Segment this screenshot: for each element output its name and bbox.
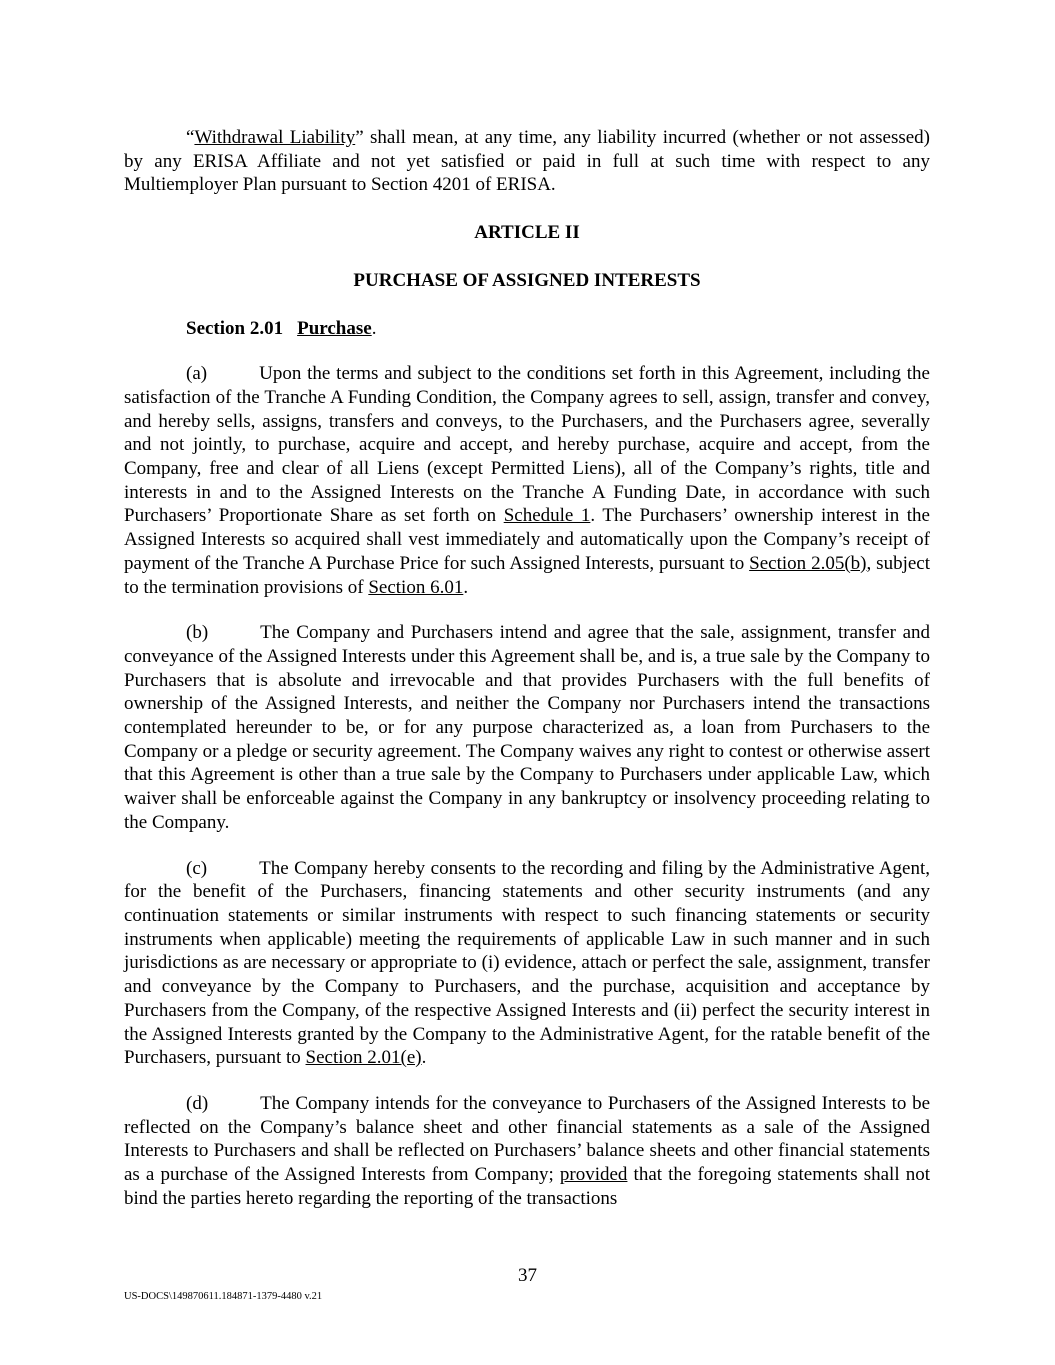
document-id: US-DOCS\149870611.184871-1379-4480 v.21	[124, 1291, 323, 1302]
paragraph-a-text-4: .	[463, 576, 469, 598]
definition-withdrawal-liability	[124, 126, 930, 197]
open-quote: “	[186, 127, 195, 148]
ref-provided: provided	[559, 1164, 628, 1186]
paragraph-a-label: (a)	[186, 363, 208, 385]
defined-term: Withdrawal Liability	[194, 127, 356, 148]
ref-section-2-01-e: Section 2.01(e)	[305, 1047, 422, 1069]
paragraph-d	[124, 1092, 930, 1211]
paragraph-c-label: (c)	[186, 857, 208, 879]
section-trailing: .	[371, 317, 377, 339]
section-number: Section 2.01	[186, 317, 284, 339]
paragraph-d-label: (d)	[186, 1092, 209, 1114]
document-page	[124, 126, 930, 1210]
section-heading	[124, 317, 930, 341]
paragraph-a	[124, 362, 930, 599]
definition-text: shall mean, at any time, any liability incurred (whether or not assessed) by any ERISA Affiliate and not yet satisfied or paid in full at such time with respect to any Multiemployer Plan pursuant to Section 4201 of ERISA.	[124, 127, 930, 196]
page-number: 37	[518, 1265, 537, 1286]
paragraph-b-label: (b)	[186, 622, 209, 644]
ref-schedule-1: Schedule 1	[503, 505, 591, 527]
section-title: Purchase	[297, 317, 372, 339]
article-number: ARTICLE II	[474, 222, 580, 244]
ref-section-6-01: Section 6.01	[368, 576, 464, 598]
paragraph-a-text-1: Upon the terms and subject to the conditions set forth in this Agreement, including the satisfaction of the Tranche A Funding Condition, the Company agrees to sell, assign, transfer and convey, and hereby sells, assigns, transfers and conveys, to the Purchasers, and the Purchasers agree, severally and not jointly, to purchase, acquire and accept, and hereby purchase, acquire and accept, from the Company, free and clear of all Liens (except Permitted Liens), all of the Company’s rights, title and interests in and to the Assigned Interests on the Tranche A Funding Date, in accordance with such Purchasers’ Proportionate Share as set forth on	[124, 363, 930, 527]
paragraph-d-text-2: that the foregoing statements shall not bind the parties hereto regarding the reporting of the transactions	[124, 1164, 930, 1209]
paragraph-b-text: The Company and Purchasers intend and agree that the sale, assignment, transfer and conveyance of the Assigned Interests under this Agreement shall be, and is, a true sale by the Company to Purchasers that is absolute and irrevocable and that provides Purchasers with the full benefits of ownership of the Assigned Interests, and neither the Company nor Purchasers intend the transactions contemplated hereunder to be, or for any purpose characterized as, a loan from Purchasers to the Company or a pledge or security agreement. The Company waives any right to contest or otherwise assert that this Agreement is other than a true sale by the Company to Purchasers under applicable Law, which waiver shall be enforceable against the Company in any bankruptcy or insolvency proceeding relating to the Company.	[124, 622, 930, 833]
paragraph-a-text-2: . The Purchasers’ ownership interest in the Assigned Interests so acquired shall vest immediately and automatically upon the Company’s receipt of payment of the Tranche A Purchase Price for such Assigned Interests, pursuant to	[124, 505, 930, 574]
paragraph-b	[124, 621, 930, 834]
article-title: PURCHASE OF ASSIGNED INTERESTS	[353, 269, 701, 291]
paragraph-d-text-1: The Company intends for the conveyance to Purchasers of the Assigned Interests to be reflected on the Company’s balance sheet and other financial statements as a sale of the Assigned Interests to Purchasers and shall be reflected on Purchasers’ balance sheets and other financial statements as a purchase of the Assigned Interests from Company;	[124, 1092, 930, 1186]
paragraph-c-text-2: .	[421, 1047, 427, 1069]
paragraph-c-text-1: The Company hereby consents to the recording and filing by the Administrative Agent, for the benefit of the Purchasers, financing statements and other security instruments (and any continuation statements or similar instruments with respect to such financing statements or security instruments when applicable) meeting the requirements of applicable Law in such manner and in such jurisdictions as are necessary or appropriate to (i) evidence, attach or perfect the sale, assignment, transfer and conveyance by the Company to Purchasers, and the purchase, acquisition and acceptance by Purchasers from the Company, of the respective Assigned Interests and (ii) perfect the security interest in the Assigned Interests granted by the Company to the Administrative Agent, for the ratable benefit of the Purchasers, pursuant to	[124, 857, 930, 1069]
close-quote: ”	[355, 127, 364, 148]
ref-section-2-05-b: Section 2.05(b)	[749, 552, 867, 574]
paragraph-a-text-3: , subject to the termination provisions of	[124, 552, 930, 598]
paragraph-c	[124, 857, 930, 1070]
